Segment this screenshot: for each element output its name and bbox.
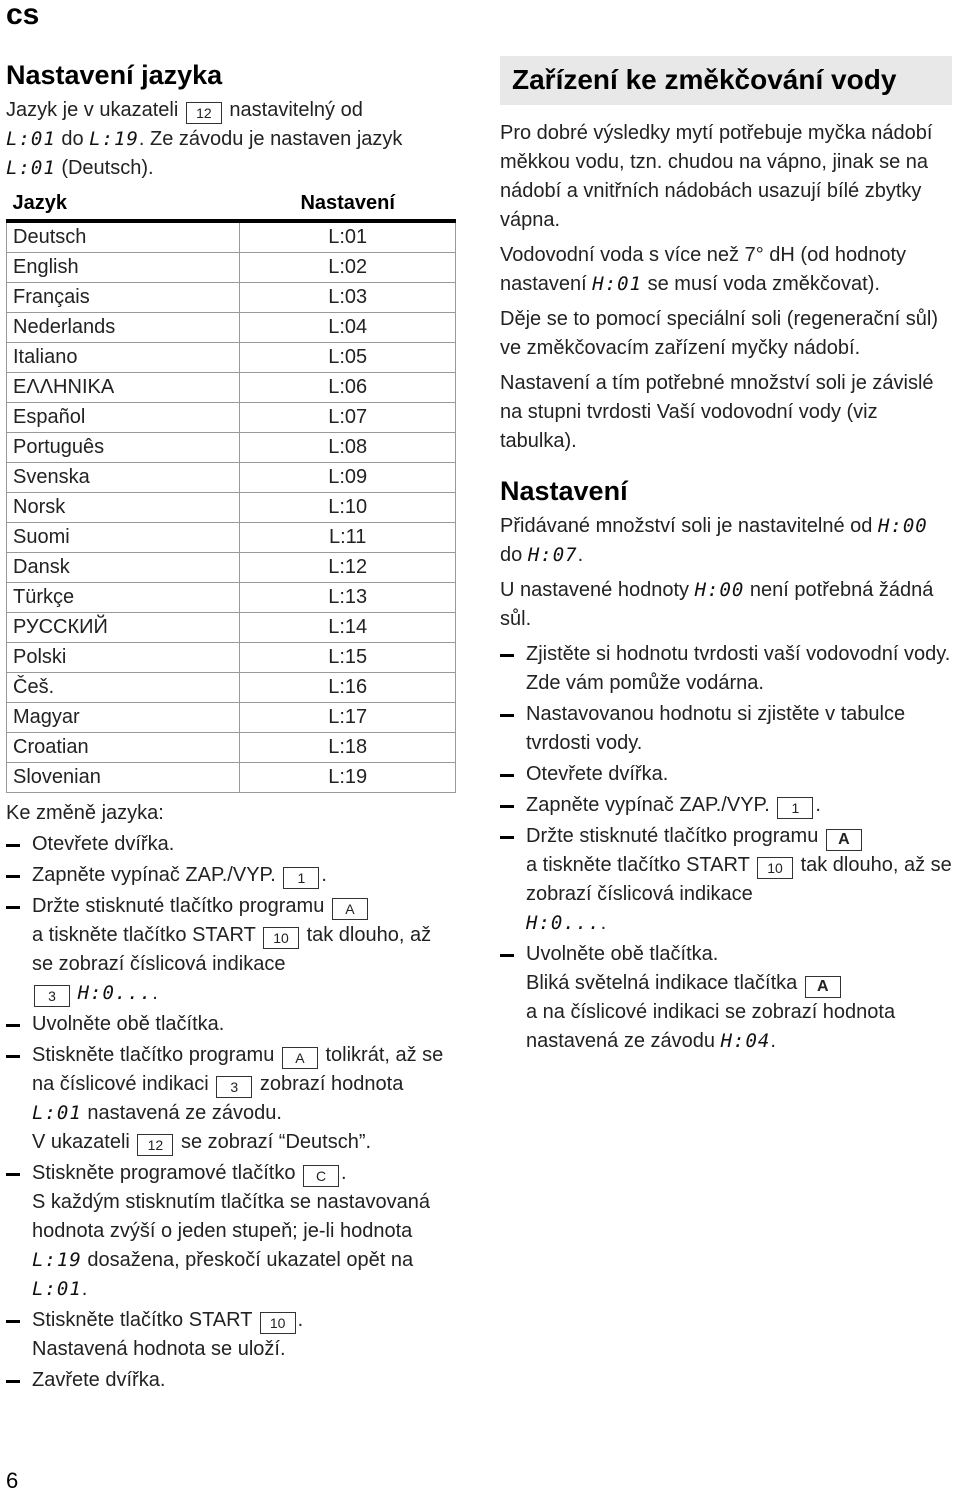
language-name-cell: Suomi xyxy=(7,523,240,553)
table-row xyxy=(7,313,456,343)
step-text: V ukazateli xyxy=(32,1131,130,1153)
section-title-softener: Zařízení ke změkčování vody xyxy=(512,64,897,95)
language-setting-cell: L:18 xyxy=(240,733,456,763)
list-item xyxy=(500,760,952,789)
segment-value: H:0... xyxy=(77,982,153,1004)
table-row xyxy=(7,553,456,583)
language-name-cell: English xyxy=(7,253,240,283)
language-name-cell: Češ. xyxy=(7,673,240,703)
list-item: Zapněte vypínač ZAP./VYP. 1 . xyxy=(500,791,952,820)
page-number: 6 xyxy=(6,1468,19,1493)
step-text: Zavřete dvířka. xyxy=(32,1369,166,1391)
step-text: zobrazí hodnota xyxy=(259,1073,404,1095)
step-text: a na číslicové indikaci se zobrazí hodnota nastavená ze závodu xyxy=(526,1001,896,1052)
step-text: a tiskněte tlačítko START xyxy=(526,854,750,876)
intro-text: nastavitelný od xyxy=(229,99,363,121)
step-text: Bliká světelná indikace tlačítka xyxy=(526,972,798,994)
display-key-12: 12 xyxy=(186,102,222,124)
column-header-language: Jazyk xyxy=(7,187,240,221)
list-item: Držte stisknuté tlačítko programu A a tiskněte tlačítko START 10 tak dlouho, až se zobrazí číslicová indikace H:0.... xyxy=(500,822,952,938)
language-setting-cell: L:04 xyxy=(240,313,456,343)
button-key-10: 10 xyxy=(757,857,793,879)
language-name-cell: РУССКИЙ xyxy=(7,613,240,643)
table-row xyxy=(7,523,456,553)
language-setting-cell: L:06 xyxy=(240,373,456,403)
paragraph: Pro dobré výsledky mytí potřebuje myčka nádobí měkkou vodu, tzn. chudou na vápno, jinak se na nádobí a vnitřních nádobách usazují bílé zbytky vápna. xyxy=(500,122,933,231)
paragraph-text: není potřebná žádná sůl. xyxy=(500,579,934,630)
list-item xyxy=(6,1041,456,1157)
step-text: S každým stisknutím tlačítka se nastavovaná hodnota zvýší o jeden stupeň; je-li hodnota xyxy=(32,1191,430,1242)
list-item xyxy=(6,1366,456,1395)
intro-text: . Ze závodu je nastaven jazyk xyxy=(138,128,403,150)
list-item xyxy=(6,830,456,859)
language-setting-cell: L:12 xyxy=(240,553,456,583)
button-key-a: A xyxy=(826,829,862,851)
list-item xyxy=(6,1010,456,1039)
language-setting-cell: L:17 xyxy=(240,703,456,733)
language-name-cell: Türkçe xyxy=(7,583,240,613)
language-name-cell: Italiano xyxy=(7,343,240,373)
language-name-cell: Croatian xyxy=(7,733,240,763)
table-row xyxy=(7,373,456,403)
language-tag: cs xyxy=(6,0,40,31)
step-text: Zapněte vypínač ZAP./VYP. xyxy=(526,794,770,816)
table-row xyxy=(7,253,456,283)
step-text: Nastavovanou hodnotu si zjistěte v tabulce tvrdosti vody. xyxy=(526,703,906,754)
button-key-1: 1 xyxy=(283,867,319,889)
right-column xyxy=(500,56,952,1056)
step-text: Otevřete dvířka. xyxy=(32,833,175,855)
language-setting-cell: L:14 xyxy=(240,613,456,643)
button-key-10: 10 xyxy=(260,1312,296,1334)
language-name-cell: Español xyxy=(7,403,240,433)
language-name-cell: Polski xyxy=(7,643,240,673)
language-setting-cell: L:02 xyxy=(240,253,456,283)
table-row xyxy=(7,463,456,493)
segment-value: L:19 xyxy=(89,128,139,150)
segment-value: L:01 xyxy=(32,1278,82,1300)
segment-value: H:01 xyxy=(592,273,643,295)
step-text: Držte stisknuté tlačítko programu xyxy=(526,825,819,847)
step-text: Stiskněte programové tlačítko xyxy=(32,1162,296,1184)
table-row xyxy=(7,433,456,463)
paragraph-text: U nastavené hodnoty xyxy=(500,579,690,601)
table-row xyxy=(7,493,456,523)
segment-value: H:0... xyxy=(526,912,601,934)
segment-value: H:04 xyxy=(720,1030,771,1052)
language-table xyxy=(6,187,456,793)
paragraph-text: do xyxy=(500,544,523,566)
table-row xyxy=(7,733,456,763)
paragraph: Přidávané množství soli je nastavitelné od H:00 do H:07. xyxy=(500,515,928,566)
language-setting-cell: L:01 xyxy=(240,221,456,253)
language-setting-cell: L:11 xyxy=(240,523,456,553)
list-item: Stiskněte tlačítko START 10 . Nastavená hodnota se uloží. xyxy=(6,1306,456,1364)
language-name-cell: Deutsch xyxy=(7,221,240,253)
step-text: dosažena, přeskočí ukazatel opět na xyxy=(87,1249,414,1271)
step-text: Držte stisknuté tlačítko programu xyxy=(32,895,325,917)
step-text: tak dlouho, až se zobrazí číslicová indikace xyxy=(526,854,952,905)
paragraph xyxy=(500,241,952,299)
segment-value: L:01 xyxy=(6,157,56,179)
table-row xyxy=(7,613,456,643)
language-name-cell: Magyar xyxy=(7,703,240,733)
table-header-row xyxy=(7,187,456,221)
language-setting-cell: L:05 xyxy=(240,343,456,373)
table-row xyxy=(7,283,456,313)
list-item: Zapněte vypínač ZAP./VYP. 1 . xyxy=(6,861,456,890)
display-key-3: 3 xyxy=(216,1076,252,1098)
step-text: Stiskněte tlačítko START xyxy=(32,1309,253,1331)
column-header-setting: Nastavení xyxy=(240,187,456,221)
segment-value: H:07 xyxy=(527,544,578,566)
button-key-a: A xyxy=(282,1047,318,1069)
change-language-heading: Ke změně jazyka: xyxy=(6,802,164,824)
language-steps xyxy=(6,830,456,1395)
intro-text: do xyxy=(61,128,84,150)
intro-text: Jazyk je v ukazateli xyxy=(6,99,179,121)
step-text: Zjistěte si hodnotu tvrdosti vaší vodovodní vody. Zde vám pomůže vodárna. xyxy=(526,643,951,694)
table-row xyxy=(7,343,456,373)
display-key-3: 3 xyxy=(34,985,70,1007)
language-setting-cell: L:07 xyxy=(240,403,456,433)
language-setting-cell: L:09 xyxy=(240,463,456,493)
segment-value: L:01 xyxy=(6,128,56,150)
language-setting-cell: L:16 xyxy=(240,673,456,703)
language-setting-cell: L:10 xyxy=(240,493,456,523)
paragraph-text: se musí voda změkčovat). xyxy=(647,273,880,295)
button-key-a: A xyxy=(332,898,368,920)
table-row xyxy=(7,763,456,793)
step-text: Nastavená hodnota se uloží. xyxy=(32,1338,286,1360)
list-item: Uvolněte obě tlačítka. Bliká světelná indikace tlačítka A a na číslicové indikaci se zobrazí hodnota nastavená ze závodu H:04. xyxy=(500,940,952,1056)
segment-value: H:00 xyxy=(877,515,928,537)
step-text: a tiskněte tlačítko START xyxy=(32,924,256,946)
language-name-cell: Svenska xyxy=(7,463,240,493)
button-key-c: C xyxy=(303,1165,339,1187)
paragraph: Nastavení a tím potřebné množství soli je závislé na stupni tvrdosti Vaší vodovodní vody (viz tabulka). xyxy=(500,372,934,452)
step-text: Uvolněte obě tlačítka. xyxy=(526,943,719,965)
language-name-cell: Português xyxy=(7,433,240,463)
list-item: Držte stisknuté tlačítko programu A a tiskněte tlačítko START 10 tak dlouho, až se zobrazí číslicová indikace 3 H:0.... xyxy=(6,892,456,1008)
segment-value: L:01 xyxy=(32,1102,82,1124)
language-name-cell: Dansk xyxy=(7,553,240,583)
paragraph-text: Vodovodní voda s více než 7° dH (od hodnoty nastavení xyxy=(500,244,907,295)
button-key-a: A xyxy=(805,976,841,998)
left-column xyxy=(6,58,456,1395)
language-name-cell: Slovenian xyxy=(7,763,240,793)
table-row xyxy=(7,703,456,733)
list-item xyxy=(500,640,952,698)
language-name-cell: Nederlands xyxy=(7,313,240,343)
step-text: tolikrát, až se na číslicové indikaci xyxy=(32,1044,444,1095)
section-header-box xyxy=(500,56,952,105)
step-text: Stiskněte tlačítko programu xyxy=(32,1044,275,1066)
step-text: tak dlouho, až se zobrazí číslicová indikace xyxy=(32,924,432,975)
paragraph: Děje se to pomocí speciální soli (regenerační sůl) ve změkčovacím zařízení myčky nádobí. xyxy=(500,308,938,359)
language-name-cell: ΕΛΛΗΝΙΚΑ xyxy=(7,373,240,403)
section-subtitle-setting: Nastavení xyxy=(500,476,628,506)
language-setting-cell: L:08 xyxy=(240,433,456,463)
language-name-cell: Français xyxy=(7,283,240,313)
step-text: Otevřete dvířka. xyxy=(526,763,669,785)
section-title-language: Nastavení jazyka xyxy=(6,60,223,90)
step-text: se zobrazí “Deutsch”. xyxy=(180,1131,372,1153)
language-setting-cell: L:19 xyxy=(240,763,456,793)
table-row xyxy=(7,221,456,253)
step-text: Uvolněte obě tlačítka. xyxy=(32,1013,225,1035)
table-row xyxy=(7,583,456,613)
paragraph-text: Přidávané množství soli je nastavitelné od xyxy=(500,515,873,537)
language-setting-cell: L:03 xyxy=(240,283,456,313)
segment-value: L:19 xyxy=(32,1249,82,1271)
intro-text: (Deutsch). xyxy=(61,157,154,179)
list-item: Stiskněte programové tlačítko C . S každým stisknutím tlačítka se nastavovaná hodnota zvýší o jeden stupeň; je-li hodnota L:19 dosažena, přeskočí ukazatel opět na L:01. xyxy=(6,1159,456,1304)
paragraph xyxy=(500,576,952,634)
table-row xyxy=(7,673,456,703)
display-key-12: 12 xyxy=(137,1134,173,1156)
button-key-1: 1 xyxy=(777,797,813,819)
step-text: nastavená ze závodu. xyxy=(87,1102,282,1124)
table-row xyxy=(7,643,456,673)
table-row xyxy=(7,403,456,433)
segment-value: H:00 xyxy=(694,579,745,601)
language-setting-cell: L:15 xyxy=(240,643,456,673)
softener-steps xyxy=(500,640,952,1056)
language-name-cell: Norsk xyxy=(7,493,240,523)
list-item xyxy=(500,700,952,758)
language-intro xyxy=(6,96,456,183)
button-key-10: 10 xyxy=(263,927,299,949)
language-setting-cell: L:13 xyxy=(240,583,456,613)
step-text: Zapněte vypínač ZAP./VYP. xyxy=(32,864,276,886)
